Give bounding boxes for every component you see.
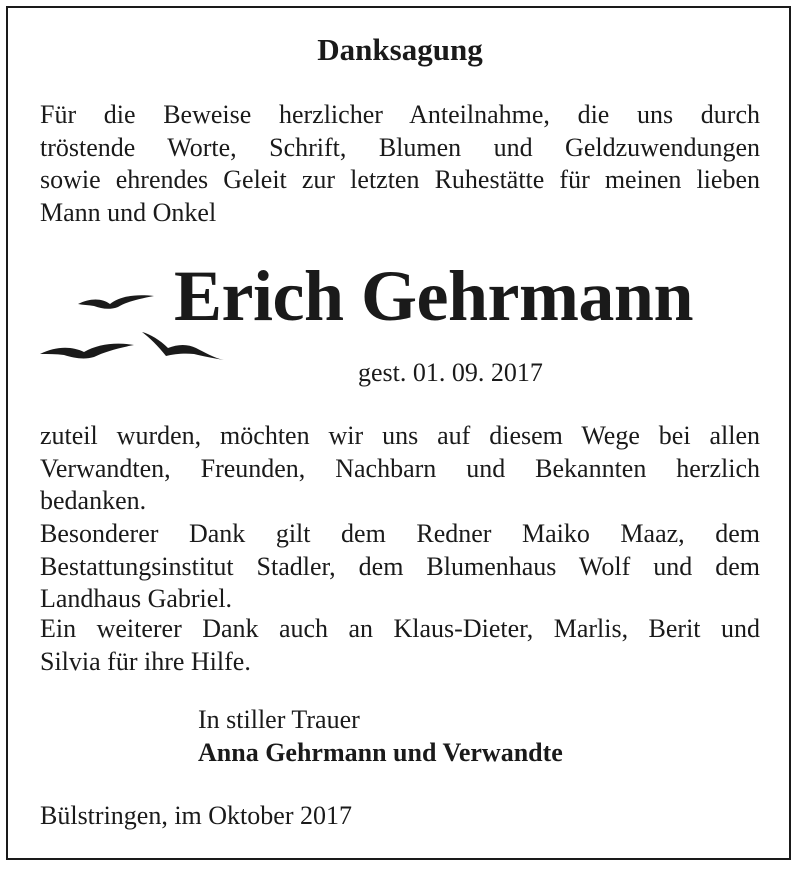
special-thanks-line: Bestattungsinstitut Stadler, dem Blumenhaus Wolf und dem [40,551,760,581]
bird-icon [40,344,134,359]
intro-paragraph [40,99,760,229]
special-thanks-paragraph [40,518,760,616]
further-thanks-line: Ein weiterer Dank auch an Klaus-Dieter, Marlis, Berit und [40,614,760,643]
intro-line: tröstende Worte, Schrift, Blumen und Geldzuwendungen [40,132,760,162]
intro-line: Für die Beweise herzlicher Anteilnahme, die uns durch [40,100,760,129]
mourning-phrase: In stiller Trauer [198,705,360,734]
thanks-line: zuteil wurden, möchten wir uns auf diesem Wege bei allen [40,421,760,450]
bird-icon [78,295,154,309]
date-of-death: gest. 01. 09. 2017 [358,358,543,387]
thanks-line: bedanken. [40,486,147,515]
thanks-line: Verwandten, Freunden, Nachbarn und Bekannten herzlich [40,453,760,483]
further-thanks-paragraph [40,613,760,678]
intro-line: Mann und Onkel [40,197,217,227]
signer-name: Anna Gehrmann und Verwandte [198,738,563,767]
special-thanks-line: Besonderer Dank gilt dem Redner Maiko Maaz, dem [40,519,760,548]
deceased-name: Erich Gehrmann [174,256,694,336]
intro-line: sowie ehrendes Geleit zur letzten Ruhestätte für meinen lieben [40,165,760,194]
special-thanks-line: Landhaus Gabriel. [40,584,233,613]
thanks-paragraph [40,420,760,518]
notice-title: Danksagung [317,32,483,67]
further-thanks-line: Silvia für ihre Hilfe. [40,646,251,676]
place-and-date: Bülstringen, im Oktober 2017 [40,801,352,830]
